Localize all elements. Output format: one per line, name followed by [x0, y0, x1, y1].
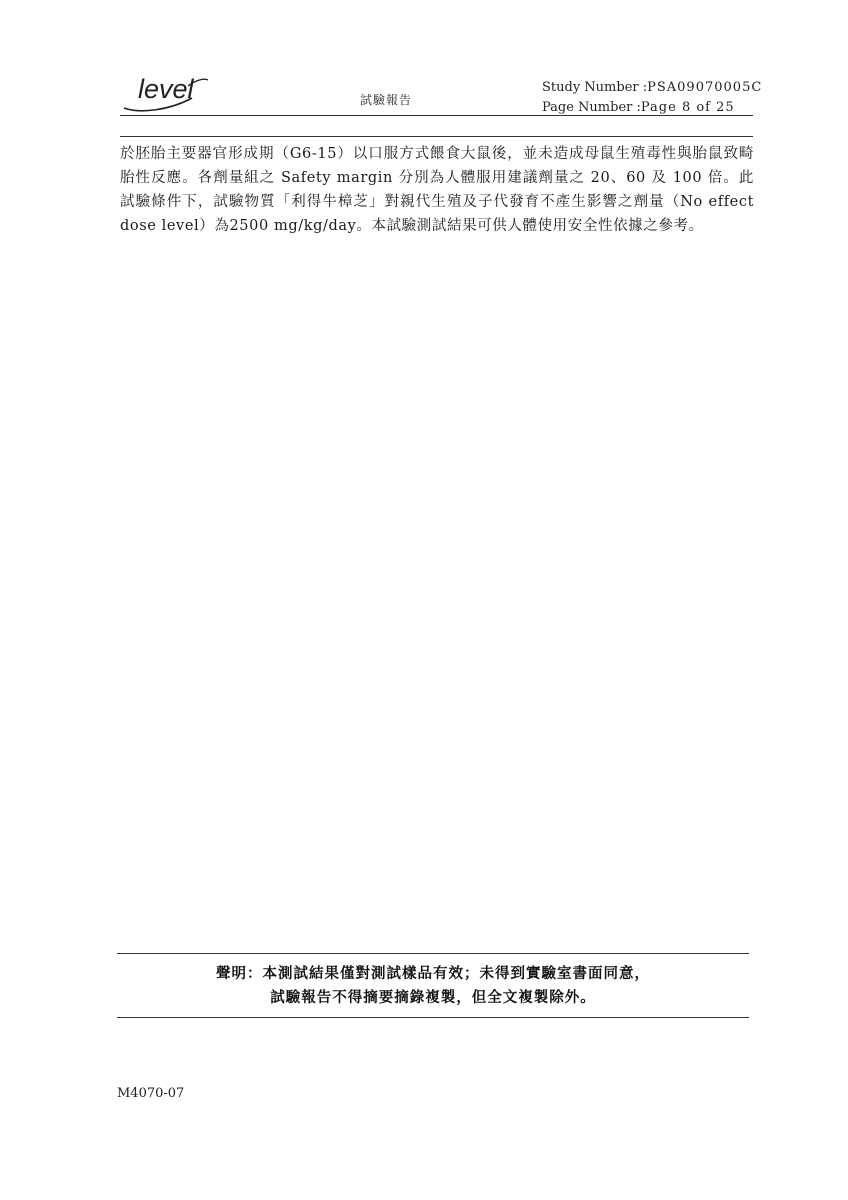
logo-text: level [138, 74, 194, 104]
header-divider-top [120, 115, 753, 116]
study-number-label: Study Number : [542, 80, 648, 95]
page-number-label: Page Number : [542, 100, 641, 115]
study-number-row [542, 78, 762, 98]
form-code: M4070-07 [117, 1086, 185, 1101]
footer-divider-top [117, 953, 749, 954]
header-divider-bottom [120, 136, 753, 137]
company-logo [120, 70, 220, 120]
disclaimer-line-2: 試驗報告不得摘要摘錄複製，但全文複製除外。 [270, 989, 596, 1006]
study-number-value: PSA09070005C [647, 80, 763, 95]
disclaimer-line-1: 聲明：本測試結果僅對測試樣品有效；未得到實驗室書面同意， [216, 965, 650, 982]
footer-divider-bottom [117, 1017, 749, 1018]
study-info [542, 78, 762, 118]
page-number-value: Page 8 of 25 [640, 100, 735, 115]
disclaimer [117, 962, 749, 1010]
report-body-paragraph: 於胚胎主要器官形成期（G6-15）以口服方式餵食大鼠後，並未造成母鼠生殖毒性與胎鼠致畸胎性反應。各劑量組之 Safety margin 分別為人體服用建議劑量之 20、60 及 100 倍。此試驗條件下，試驗物質「利得牛樟芝」對親代生殖及子代發育不產生影響之劑量（No effect dose level）為2500 mg/kg/day。本試驗測試結果可供人體使用安全性依據之參考。 [120, 146, 754, 234]
report-title: 試驗報告 [360, 93, 413, 107]
